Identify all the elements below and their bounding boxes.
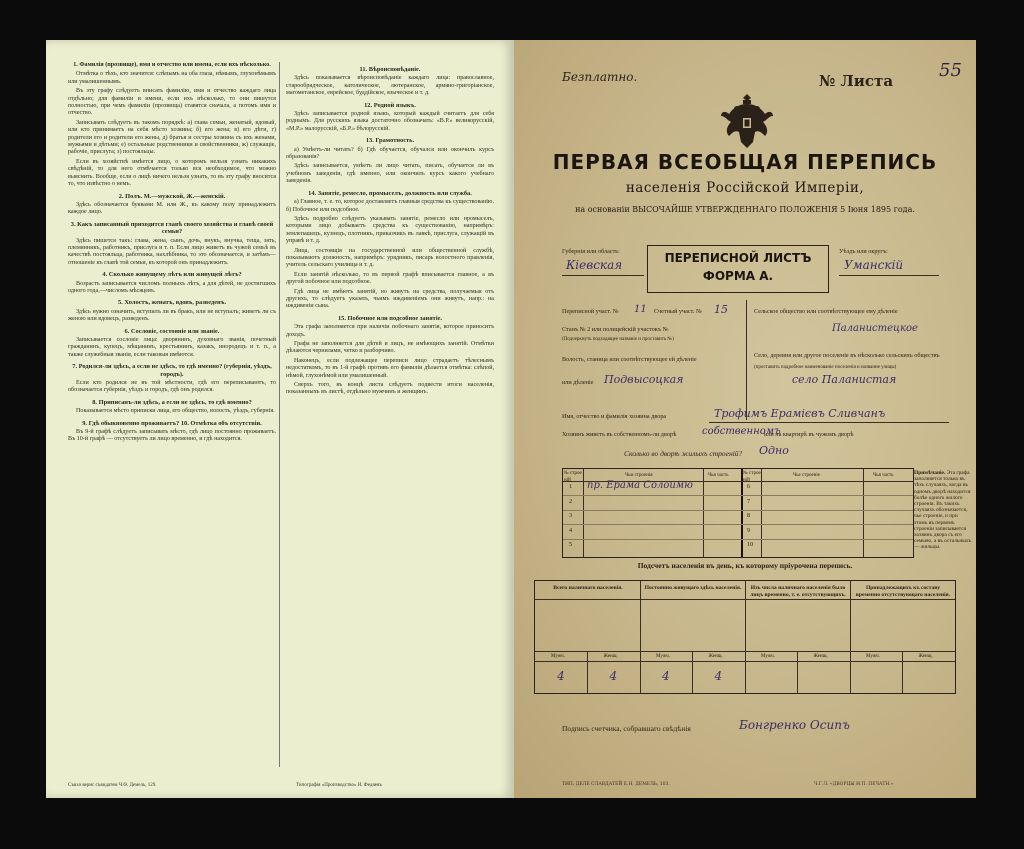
count-sub-head-line-2	[535, 661, 955, 662]
form-title-list: ПЕРЕПИСНОЙ ЛИСТЪ	[664, 251, 812, 265]
instruction-paragraph: Лица, состоящія на государственной или общественной службѣ, показываютъ должность, напримѣръ: урядникъ, писарь волостного правленія, учитель сельскаго училища и т. д.	[286, 247, 494, 269]
count-column-header: Изъ числа наличнаго населенія было лицъ временно, т. е. отсутствующихъ.	[750, 585, 846, 598]
table-col-line	[761, 469, 762, 557]
count-column-header: Всего наличнаго населенія.	[553, 585, 623, 591]
owns-value: собственномъ	[702, 426, 781, 437]
table-row-owner: пр. Ерама Солоимю	[587, 480, 693, 491]
selo-value: село Паланистая	[792, 373, 897, 386]
table-row-number: 1	[569, 483, 573, 490]
instruction-paragraph: Эта графа заполняется при наличіи побочнаго занятія, которое приноситъ доходъ.	[286, 324, 494, 338]
count-subheader: Мужч.	[866, 654, 880, 659]
section-divider	[746, 300, 747, 420]
counter-label: Подпись счетчика, собравшаго свѣдѣнія	[562, 724, 691, 733]
instruction-paragraph: Здѣсь пишется такъ: глава, жена, сынъ, дочь, внукъ, внучка, теща, зять, племянникъ, работникъ, прислуга и т. п. Если лицо живетъ въ чужой семьѣ въ качествѣ постояльца, работника, нахлѣбника, то это обозначается, и затѣмъ—отношеніе къ главѣ той семьи, къ которой онъ принадлежитъ.	[68, 237, 276, 266]
table-row-number-right: 10	[747, 541, 754, 549]
instructions-column-1	[68, 62, 276, 446]
instruction-paragraph: Если въ хозяйствѣ имѣется лицо, о которомъ нельзя узнать никакихъ свѣдѣній, то для него отмѣчается только вся необходимое, что можно выяснить. Вообще, если о лицѣ ничего нельзя узнать, то въ эту графу вносится то, что извѣстно о немъ.	[68, 158, 276, 188]
owner-label: Имя, отчество и фамилія хозяина двора	[562, 413, 667, 420]
volost-label: Волость, станица или соотвѣтствующее ей дѣленіе	[562, 356, 697, 363]
count-col-line	[850, 581, 851, 693]
count-subheader: Женщ.	[603, 654, 618, 659]
table-row-line	[563, 510, 913, 511]
count-subheader: Мужч.	[761, 654, 775, 659]
uezd-underline	[839, 275, 939, 276]
imperial-eagle-emblem	[719, 92, 775, 150]
table-row-number-right: 9	[747, 526, 751, 534]
instruction-heading: 2. Полъ. М.—мужской, Ж.—женскій.	[118, 192, 226, 200]
count-value: 4	[609, 669, 618, 683]
table-col-line	[583, 469, 584, 557]
count-subheader: Мужч.	[551, 654, 565, 659]
instruction-paragraph: Если занятій нѣсколько, то въ первой графѣ вписывается главное, а въ другой побочное или подсобное.	[286, 271, 494, 286]
left-footer-imprint: Съвхо вернс съвидатем Ч.Ѳ. Демель, 129.	[68, 783, 157, 788]
table-row-number-right: 8	[747, 512, 751, 520]
instruction-paragraph: Наконецъ, если подлежащее переписи лицо страдаетъ тѣлеснымъ недостаткомъ, то въ 1-й графѣ противъ его фамиліи дѣлается отмѣтка: слѣпой, нѣмой, глухонѣмой или умалишенный.	[286, 357, 494, 379]
instruction-paragraph: Отмѣтка о тѣхъ, кто значится: слѣпымъ на оба глаза, нѣмымъ, глухонѣмымъ или умалишеннымъ.	[68, 71, 276, 85]
count-subheader: Женщ.	[813, 654, 828, 659]
gubernia-label: Губернія или область:	[562, 248, 620, 255]
table-row-number: 2	[569, 497, 573, 505]
census-subtitle: населенія Россійской Имперіи,	[625, 180, 865, 196]
instruction-heading: 7. Родился-ли здѣсь, а если не здѣсь, то гдѣ именно? (губернія, уѣздъ, городъ).	[72, 363, 272, 378]
right-page-census-form	[514, 40, 976, 798]
count-value: 4	[714, 669, 723, 683]
list-number-label: № Листа	[819, 72, 894, 90]
column-divider	[279, 62, 280, 767]
table-row-line	[563, 539, 913, 540]
instruction-paragraph: Графа не заполняется для дѣтей и лицъ, не имѣющихъ занятій. Отмѣтки дѣлаются чернилами, четко и разборчиво.	[286, 341, 494, 355]
instruction-paragraph: Здѣсь подробно слѣдуетъ указывать занятіе, ремесло или промыселъ, которыми лицо добываетъ средства къ существованію, напримѣръ: землепашецъ, кузнецъ, плотникъ, приказчикъ въ лавкѣ, прислуга, служащій въ управѣ и т. д.	[286, 215, 494, 245]
book-spread	[46, 40, 976, 798]
instruction-heading: 5. Холостъ, женатъ, вдовъ, разведенъ.	[117, 299, 227, 307]
counter-signature: Бонгренко Осипъ	[739, 718, 850, 732]
instruction-paragraph: а) Главное, т. е. то, которое доставляетъ главныя средства къ существованію. б) Побочное или подсобное.	[286, 199, 494, 213]
owner-value: Трофимъ Ерамієвъ Сливчанъ	[714, 407, 886, 420]
instruction-paragraph: Здѣсь записывается родной языкъ, который каждый считаетъ для себя роднымъ. Для русскихъ языка достаточно обозначать: «В.Р.» великорусскій, «М.Р.» малорусскій, «Б.Р.» бѣлорусскій.	[286, 111, 494, 132]
count-column-header: Принадлежащихъ къ составу временно отсутствующаго населенія.	[855, 585, 951, 598]
table-col-line	[863, 469, 864, 557]
volost-value: Подвысоцкая	[604, 373, 684, 386]
count-col-line	[640, 581, 641, 693]
gubernia-value: Кіевская	[566, 258, 623, 272]
instruction-paragraph: Сверхъ того, въ концѣ листа слѣдуетъ подвести итоги населенія, показанныхъ въ листѣ, отдѣльно мужчинъ и женщинъ.	[286, 382, 494, 396]
count-subheader: Женщ.	[708, 654, 723, 659]
instruction-paragraph: Здѣсь записывается, умѣетъ ли лицо читать, писать, обучается ли въ учебномъ заведеніи, гдѣ именно, или окончилъ курсъ какого учебнаго заведенія.	[286, 163, 494, 185]
perep-uch-label: Переписной участ. №	[562, 308, 619, 315]
instruction-heading: 6. Сословіе, состояніе или званіе.	[124, 327, 220, 335]
form-title-variant: ФОРМА А.	[702, 269, 774, 283]
table-row-number: 3	[569, 512, 573, 520]
uezd-label: Уѣздъ или округъ:	[839, 248, 888, 255]
table-head-owner: Чьи строенія	[625, 473, 653, 478]
handwritten-page-number: 55	[939, 60, 962, 81]
volost-sub-label: или дѣленіе	[562, 379, 594, 386]
count-sub-line	[797, 651, 798, 693]
table-row-number: 4	[569, 526, 573, 534]
table-row-line	[563, 495, 913, 496]
form-title-box	[647, 245, 829, 293]
table-col-line	[703, 469, 704, 557]
note-block	[914, 470, 972, 551]
instruction-heading: 15. Побочное или подсобное занятіе.	[337, 314, 443, 322]
count-head-line	[535, 599, 955, 600]
note-title: Примѣчаніе.	[914, 470, 946, 476]
buildings-value: Одно	[759, 444, 789, 457]
count-sub-head-line	[535, 651, 955, 652]
count-value: 4	[557, 669, 565, 683]
schetn-uch-label: Счетный участ. №	[654, 308, 702, 315]
buildings-label: Сколько во дворѣ жилыхъ строеній?	[624, 449, 743, 458]
count-table	[534, 580, 956, 694]
table-row-number-right: 7	[747, 497, 751, 505]
instruction-paragraph: Здѣсь показывается вѣроисповѣданіе каждаго лица: православное, старообрядческое, католическое, лютеранское, армяно-григоріанское, магометанское, еврейское, буддійское, языческое и т. д.	[286, 75, 494, 97]
instruction-paragraph: Гдѣ лица не имѣютъ занятій, но живутъ на средства, получаемыя отъ другихъ, то слѣдуетъ указать, чьимъ иждивеніемъ они живутъ, напр.: на иждивеніи сына.	[286, 288, 494, 310]
gubernia-underline	[562, 275, 644, 276]
left-page-instructions	[46, 40, 514, 798]
perep-uch-value: 11	[634, 304, 647, 315]
instruction-paragraph: Въ 9-й графѣ слѣдуетъ записывать мѣсто, гдѣ лицо постоянно проживаетъ. Въ 10-й графѣ — отсутствуетъ ли лицо временно, и гдѣ находится.	[68, 429, 276, 443]
count-sub-line	[587, 651, 588, 693]
uezd-value: Уманскій	[844, 258, 904, 272]
instruction-heading: 12. Родной языкъ.	[364, 101, 416, 109]
instruction-paragraph: Здѣсь обозначается буквами М. или Ж., къ какому полу принадлежитъ каждое лицо.	[68, 201, 276, 216]
free-label: Безплатно.	[562, 70, 638, 84]
note-text: Эта графа заполняется только въ тѣхъ случаяхъ, когда въ одномъ дворѣ находится болѣе одного жилого строенія. Въ такихъ случаяхъ обозначается, чье строеніе, и при этомъ въ первомъ строеніи записывается хозяинъ двора съ его семьею, а въ остальныхъ — жильцы.	[914, 470, 972, 551]
left-footer-printer: Типографія «Пропзводство» И. Федяевъ	[296, 783, 382, 788]
table-head-num-2: № строе ній	[743, 471, 761, 483]
instruction-heading: 4. Сколько живущему лѣтъ или живущей лѣтъ?	[102, 271, 242, 279]
selsk-label: Сельское общество или соотвѣтствующее ему дѣленіе	[754, 308, 898, 315]
instruction-paragraph: Если кто родился не въ той мѣстности, гдѣ его переписываютъ, то обозначается губернія, уѣздъ и городъ, гдѣ онъ родился.	[68, 380, 276, 394]
stan-note: (Подчеркнуть подходящее названіе и проставить №)	[562, 337, 674, 342]
table-row-line	[563, 524, 913, 525]
instruction-paragraph: Въ эту графу слѣдуетъ вписать фамилію, имя и отчество каждаго лица отдѣльно; для фамиліи и имени, если ихъ нѣсколько, то они пишутся полностью, при чемъ фамиліи (прозвища) ставятся сначала, а потомъ имя и отчество.	[68, 88, 276, 117]
table-row-number-right: 6	[747, 483, 751, 490]
census-basis: на основаніи ВЫСОЧАЙШЕ УТВЕРЖДЕННАГО ПОЛОЖЕНІЯ 5 Іюня 1895 года.	[575, 205, 915, 214]
bottom-imprint-right: Ч.Г.Л. «ДВОРЦЫ И.П. ПЕЧАТН.»	[814, 782, 894, 787]
table-head-num: № строе ній	[564, 471, 582, 483]
table-head-part-2: Чья часть	[873, 473, 894, 478]
selo-label: Село, деревня или другое поселеніе въ нѣсколько сельскихъ обществъ	[754, 352, 940, 359]
instruction-heading: 14. Занятіе, ремесло, промыселъ, должность или служба.	[308, 189, 472, 197]
schetn-uch-value: 15	[714, 303, 728, 316]
instructions-column-2	[286, 62, 494, 399]
instruction-paragraph: Возрастъ записывается числомъ полныхъ лѣтъ, а для дѣтей, не достигшихъ одного года,—числомъ мѣсяцевъ.	[68, 280, 276, 294]
table-head-part: Чья часть	[708, 473, 729, 478]
list-number	[819, 72, 893, 90]
count-subheader: Мужч.	[656, 654, 670, 659]
instruction-paragraph: 1. Фамилія (прозвище), имя и отчество или имена, если ихъ нѣсколько.	[73, 62, 271, 68]
count-col-line	[745, 581, 746, 693]
instruction-heading: 9. Гдѣ обыкновенно проживаетъ? 10. Отмѣтка объ отсутствіи.	[82, 419, 262, 427]
instruction-paragraph: Показывается мѣсто приписки лица, его общество, волость, уѣздъ, губернія.	[76, 408, 275, 415]
instruction-heading: 8. Приписанъ-ли здѣсь, а если не здѣсь, то гдѣ именно?	[92, 398, 252, 406]
owns-label: Хозяинъ живетъ въ собственномъ-ли дворѣ	[562, 431, 677, 438]
count-subheader: Женщ.	[918, 654, 933, 659]
instruction-paragraph: Записывать слѣдуетъ въ такомъ порядкѣ: а) глава семьи, женатый, вдовый, или кто принимаетъ на себя мѣсто хозяина; б) его жена; в) его дѣти, г) родители его и родители его жены, д) братья и сестры хозяина съ ихъ женами, мужьями и дѣтьми; е) остальные родственники и свойственники, ж) служащіе, рабочіе, прислуга; з) постояльцы.	[68, 119, 276, 156]
instruction-heading: 13. Грамотность.	[365, 137, 415, 145]
selo-note: (проставить подробное наименованіе поселенія и название улицы)	[754, 365, 897, 370]
count-title: Подсчетъ населенія въ день, къ которому пріурочена перепись.	[637, 561, 853, 570]
census-title: ПЕРВАЯ ВСЕОБЩАЯ ПЕРЕПИСЬ	[552, 150, 938, 174]
table-row-number: 5	[569, 541, 573, 549]
instruction-paragraph: Здѣсь нужно означить, вступилъ ли въ бракъ, или не вступалъ; живетъ ли съ женою или вдовецъ, разведенъ.	[68, 308, 276, 323]
instruction-heading: 11. Вѣроисповѣданіе.	[359, 66, 421, 73]
owner-underline	[709, 422, 949, 423]
instruction-paragraph: а) Умѣетъ-ли читать? б) Гдѣ обучается, обучался или окончилъ курсъ образованія?	[286, 146, 494, 161]
buildings-table	[562, 468, 914, 558]
bottom-imprint-left: ТИП. ДЕЛЕ СЛАВДАТЕЙ Е.Н. ДЕМЕЛЬ, 103.	[562, 782, 670, 787]
count-value: 4	[662, 669, 670, 683]
table-head-owner-2: Чье строеніе	[793, 473, 821, 478]
count-sub-line	[902, 651, 903, 693]
instruction-heading: 3. Какъ записанный приходится главѣ своего хозяйства и главѣ своей семьи?	[70, 220, 274, 236]
owns-tail: или на квартирѣ въ чужомъ дворѣ	[764, 431, 854, 438]
instruction-paragraph: Записывается сословіе лица: дворянинъ, духовнаго званія, почетный гражданинъ, купецъ, мѣщанинъ, крестьянинъ, казакъ, инородецъ и т. п., а также служебныя званія, если таковыя имѣются.	[68, 337, 276, 358]
count-column-header: Постоянно живущаго здѣсь населенія.	[644, 585, 742, 591]
selsk-value: Паланистецкое	[832, 323, 918, 334]
stan-label: Станъ № 2 или полицейскій участокъ №	[562, 326, 669, 333]
count-sub-line	[692, 651, 693, 693]
